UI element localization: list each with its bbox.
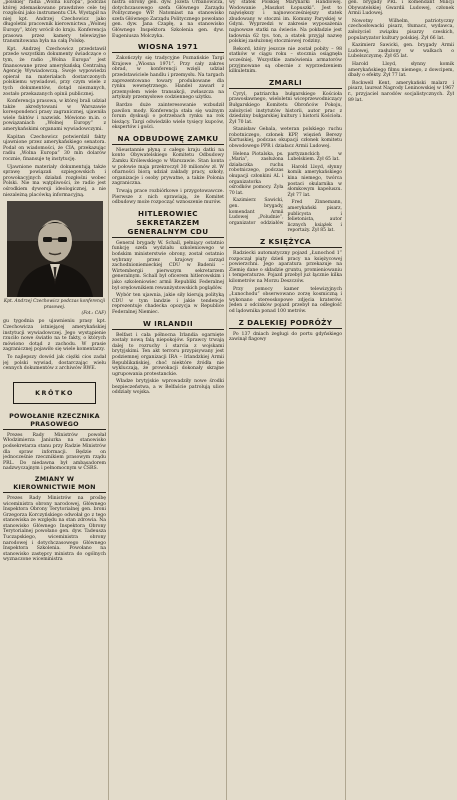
headline-z-dalekiej-podrozy: Z DALEKIEJ PODRÓŻY — [229, 318, 342, 329]
obituary-paragraph: Rockwell Kent, amerykański malarz i pisarz, laureat Nagrody Leninowskiej w 1967 r., przyjaciel narodów socjalistycznych. Żył 89 lat. — [348, 80, 454, 103]
photo-credit: (Fot.: CAF) — [81, 311, 106, 316]
obituary-paragraph: Nowotny Wilhelm, patriotyczny czechosłowacki pisarz, tłumacz, wydawca, założyciel związku pisarzy czeskich, popularyzator kultury polskiej. Żył 66 lat. — [348, 18, 454, 41]
article-paragraph: Konferencja prasowa, w której brali udział także akredytowani w Warszawie korespondenci prasy zagranicznej, ujawniła wiele faktów i nazwisk. Mówiono m.in. o powiązaniach „Wolnej Europy” z amerykańskimi organami wywiadowczymi. — [3, 99, 106, 133]
article-paragraph: Bardzo duże zainteresowanie wzbudził pawilon mody. Konferencja stała się ważnym forum dyskusji o potrzebach rynku na rok bieżący. Targi odwiedziło wiele tysięcy kupców, ekspertów i gości. — [112, 102, 224, 131]
article-paragraph: Prezes Rady Ministrów powołał Włodzimierza Janiurka na stanowisko podsekretarza stanu przy Radzie Ministrów dla spraw informacji. Będzie on jednocześnie rzecznikiem prasowym rządu PRL. Do niedawna był ambasadorem nadzwyczajnym i pełnomocnym w ČSRS. — [3, 432, 106, 472]
obituary-paragraph: Fred Zinnemann, amerykański pisarz, publicysta i felietonista, autor licznych książek i reportaży. Żył 85 lat. — [287, 200, 342, 234]
article-paragraph: Po 137 dniach żeglugi do portu gdyńskiego zawinął flagowy — [229, 331, 342, 343]
article-paragraph: General brygady W. Schall, pełniący ostatnio funkcję szefa wydziału szkoleniowego w bońskim ministerstwie obrony, został ostatnio wybrany przez krajowy zarząd zachodnioniemieckiej CDU w Badenii – Wirtembergii pierwszym sekretarzem generalnym. Schall był oficerem hitlerowskim i jako szkoleniowiec armii Republiki Federalnej był orędownikiem rewanżystowskich poglądów. — [112, 240, 224, 291]
obituary-columns — [229, 152, 342, 234]
article-paragraph: „polskiej” radia „Wolna Europa”, podczas której zdemaskowano prawdziwe cele tej rozgłośni jako instrumentu CIA. Wystąpił na niej kpt. Andrzej Czechowicz jako długoletni pracownik kierownictwa „Wolnej Europy”, który wrócił do kraju. Konferencja prasowa przez kamery telewizyjne transmitowana była na całą Polskę. — [3, 0, 106, 45]
obituary-paragraph: Harold Lloyd, słynny komik amerykańskiego filmu niemego, z dowcipem, dbały o efekty. Żył 77 lat. — [348, 61, 454, 79]
article-paragraph: Belfast i cała północna Irlandia ogarnięte zostały nową falą niepokojów. Sprawcy trwają dalej to rozruchy i starcia z wojskami brytyjskimi. Ten akt terroru przypisywany jest podziemnej organizacji IRA – Irlandzkiej Armii Republikańskiej, choć niektóre źródła nie wykluczają, że prowokacji dokonały skrajne ugrupowania protestanckie. — [112, 332, 224, 377]
obituary-paragraph: Helena Piotalska, ps. „Maria”, zasłużona działaczka ruchu robotniczego, podczas okupacji członkini AL i organizatorka ośrodków pomocy. Żyła 70 lat. — [229, 151, 284, 196]
article-paragraph: To najlepszy dowód jak ciężki cios zadał jej polski wywiad, dostarczając wielu cennych dokumentów z archiwów RWE. — [3, 354, 106, 372]
obituary-paragraph: gen. brygady PRL i komendant Milicji Obywatelskiej Gwardii Ludowej, członek Armii Ludowej. — [348, 0, 454, 17]
headline-irlandia: W IRLANDII — [112, 319, 224, 330]
headline-rzecznik: POWOŁANIE RZECZNIKA PRASOWEGO — [3, 412, 106, 430]
article-paragraph: Radziecki automatyczny pojazd „Łunochod 1” rozpoczął piąty dzień pracy na księżycowej powierzchni. Jego aparatura przekazuje na Ziemię dane o składzie gruntu, promieniowaniu i temperaturze. Pojazd przebył już łącznie kilka kilometrów na Morzu Deszczów. — [229, 250, 342, 284]
article-paragraph: wy statek Polskiej Marynarki Handlowej. Wodowanie „Maszkot Łopuszki”. Jest to największy i najnowocześniejszy statek zbudowany w stoczni im. Komuny Paryskiej w Gdyni. Wyprzedzi w zakresie wyposażenia najnowsze statki na świecie. Na pokładzie jest ładownia 62 tys. ton, a statek przyjął nazwę polskiej zasłużonej stoczniowej rodziny. — [229, 0, 342, 45]
article-paragraph: Kpt. Andrzej Czechowicz przedstawił przede wszystkim dokumenty świadczące o tym, że radio „Wolna Europa” jest finansowane przez amerykańską Centralną Agencję Wywiadowczą. Swoje wypowiedzi opierał na materiałach dostarczonych polskiemu wywiadowi, przy czym wiele z tych dokumentów, dotąd nieznanych, zostało przekazanych opinii publicznej. — [3, 46, 106, 97]
obituary-paragraph: Kazimierz Sawicki, gen. brygady Armii Ludowej, zasłużony w walkach o Lubelszczyznę. Żył 65 lat. — [348, 43, 454, 60]
headline-odbudowa-zamku: NA ODBUDOWĘ ZAMKU — [112, 134, 224, 145]
article-paragraph: nistra obrony gen. dyw. Józefa Urbanowicza, dotychczasowego szefa Głównego Zarządu Politycznego WP. Natomiast na stanowisko szefa Głównego Zarządu Politycznego powołano gen. dyw. Jana Czapłę, a na stanowisko Głównego Inspektora Szkolenia gen. dyw. Eugeniusza Molczyka. — [112, 0, 224, 39]
obituary-paragraph: Cyryl, patriarcha bułgarskiego Kościoła prawosławnego, wieloletni wiceprzewodniczący Bułgarskiego Komitetu Obrońców Pokoju, założyciel instytutów historii, autor prac z dziedziny bułgarskiej kultury i historii Kościoła. Żył 70 lat. — [229, 91, 342, 125]
article-paragraph: Prezes Rady Ministrów na prośbę wiceministra obrony narodowej, Głównego Inspektora Obrony Terytorialnej gen. broni Grzegorza Korczyńskiego odwołał go z tego stanowiska ze względu na stan zdrowia. Na stanowisko Głównego Inspektora Obrony Terytorialnej powołano gen. dyw. Tadeusza Tuczapskiego, wiceministra obrony narodowej i dotychczasowego Głównego Inspektora Szkolenia. Powołano na stanowisko zastępcy ministra do ogólnych wyznaczone wiceministra — [3, 495, 106, 563]
column-divider — [345, 0, 346, 800]
column-divider — [226, 0, 227, 800]
headline-zmarli: ZMARLI — [229, 78, 342, 89]
headline-wiosna: WIOSNA 1971 — [112, 42, 224, 53]
column-3 — [229, 0, 342, 800]
article-paragraph: Ujawnione materiały dokumentują także sprawę powiązań szpiegowskich i prowokacyjnych działań rozgłośni wobec Polski. Nie ma wątpliwości, że radio jest ośrodkiem dywersji ideologicznej, a nie niezależną placówką informacyjną. — [3, 164, 106, 198]
column-2 — [112, 0, 224, 800]
column-1 — [3, 0, 106, 800]
obituary-paragraph: Kazimierz Sawicki, gen. brygady, komendant Armii Ludowej „Poludnie”, organizator oddziałów partyzanckich w Lubelskiem. Żył 65 lat. — [229, 151, 342, 226]
headline-z-ksiezyca: Z KSIĘŻYCA — [229, 237, 342, 248]
article-paragraph: Zakończyły się tradycyjne Poznańskie Targi Krajowe „Wiosna 1971”. Przy cały zakres obrad, w konferencji wzięli udział przedstawiciele handlu i przemysłu. Na targach zaprezentowano towary produkowane dla rynku wewnętrznego. Handel zawarł z przemysłem wiele transakcji, zwłaszcza na artykuły przemysłowe codziennego użytku. — [112, 56, 224, 101]
obituary-paragraph: Stanisław Gebala, weteran polskiego ruchu robotniczego, członek KPP, więzień Berezy Kartuskiej, podczas okupacji członek komitetu obwodowego PPR i działacz Armii Ludowej. — [229, 127, 342, 150]
article-paragraph: Przy pomocy kamer telewizyjnych „Łunochodu” obserwowano zorzę kosmiczną i wykonano stereoskopowe zdjęcia kraterów. Jeden z odcinków pojazd przebył na odległość od lądownika ponad 100 metrów. — [229, 286, 342, 314]
portrait-photo — [7, 201, 103, 297]
column-divider — [108, 0, 109, 800]
article-paragraph: Rekord, który jeszcze nie został pobity – 98 statków w ciągu roku – stocznia osiągnęła wcześniej. Wszystkie zamówienia armatorów przyjmowane są obecnie z wyprzedzeniem kilkuletnim. — [229, 46, 342, 75]
headline-hitlerowiec-cdu: HITLEROWIEC SEKRETARZEM GENERALNYM CDU — [112, 209, 224, 238]
article-paragraph: Władze brytyjskie wprowadziły nowe środki bezpieczeństwa, a w Belfaście patrolują ulice oddziały wojska. — [112, 379, 224, 396]
article-paragraph: Kapitan Czechowicz potwierdził fakty ujawnione przez amerykańskiego senatora. Podał on wiadomości, że CIA, przekazując radiu „Wolna Europa” 30 mln dolarów rocznie, finansuje tę instytucję. — [3, 134, 106, 163]
photo-caption: Kpt. Andrzej Czechowicz podczas konferencji prasowej. — [3, 299, 106, 310]
section-banner-krotko: KRÓTKO — [13, 382, 96, 404]
article-paragraph: gu tygodnia po ujawnieniu prasy kpt. Czechowicza istniejącej amerykańskiej instytucji wywiadowczej. Jego wystąpienie rzuciło nowe światło na te fakty, o których mówiono dotąd z zachodu. W prasie zagranicznej pojawiło się wiele komentarzy. — [3, 319, 106, 353]
headline-zmiany-mon: ZMIANY W KIEROWNICTWIE MON — [3, 475, 106, 493]
article-paragraph: Wybór ten ujawnia, jakie siły kierują polityką CDU w tym landzie i jakie tendencje reprezentuje chadecka opozycja w Republice Federalnej Niemiec. — [112, 293, 224, 315]
column-4 — [348, 0, 454, 800]
article-paragraph: Trwają prace rozbiórkowe i przygotowawcze. Pierwsze z nich sprawiają, że Komitet odbudowy może rozpocząć wznoszenie murów. — [112, 189, 224, 206]
obituary-paragraph: Harold Lloyd, słynny komik amerykańskiego kina niemego, twórca postaci okularnika w słomkowym kapeluszu. Żył 77 lat. — [287, 164, 342, 198]
article-paragraph: Nieustannie płyną z całego kraju datki na konto Obywatelskiego Komitetu Odbudowy Zamku Królewskiego w Warszawie. Stan konta w połowie maja przekroczył 30 milionów zł. W ofiarności biorą udział zakłady pracy, szkoły, organizacje i osoby prywatne, a także Polonia zagraniczna. — [112, 147, 224, 187]
